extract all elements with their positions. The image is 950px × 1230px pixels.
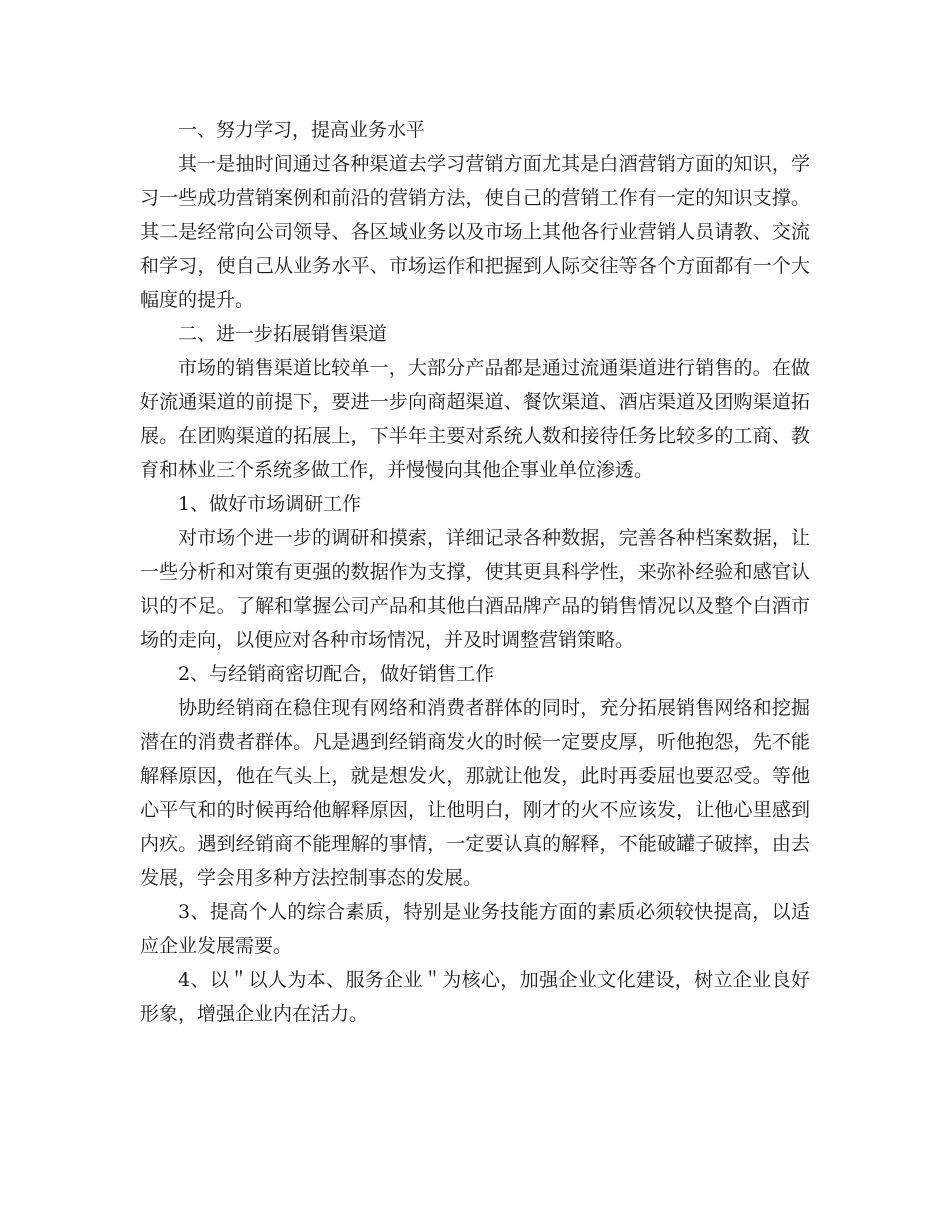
paragraph-market-research: 对市场个进一步的调研和摸索，详细记录各种数据，完善各种档案数据，让一些分析和对策有更强的数据作为支撑，使其更具科学性，来弥补经验和感官认识的不足。了解和掌握公司产品和其他白酒品牌产品的销售情况以及整个白酒市场的走向，以便应对各种市场情况，并及时调整营销策略。	[140, 527, 810, 651]
heading-study: 一、努力学习，提高业务水平	[178, 119, 426, 141]
heading-dealer-cooperation: 2、与经销商密切配合，做好销售工作	[178, 663, 495, 685]
document-body	[140, 113, 810, 1031]
heading-channels: 二、进一步拓展销售渠道	[178, 323, 388, 345]
paragraph-corporate-culture: 4、以＂以人为本、服务企业＂为核心，加强企业文化建设，树立企业良好形象，增强企业内在活力。	[140, 969, 810, 1025]
paragraph-personal-quality: 3、提高个人的综合素质，特别是业务技能方面的素质必须较快提高，以适应企业发展需要。	[140, 901, 810, 957]
paragraph-channels: 市场的销售渠道比较单一，大部分产品都是通过流通渠道进行销售的。在做好流通渠道的前提下，要进一步向商超渠道、餐饮渠道、酒店渠道及团购渠道拓展。在团购渠道的拓展上，下半年主要对系统人数和接待任务比较多的工商、教育和林业三个系统多做工作，并慢慢向其他企事业单位渗透。	[140, 357, 810, 481]
heading-market-research: 1、做好市场调研工作	[178, 493, 362, 515]
paragraph-study: 其一是抽时间通过各种渠道去学习营销方面尤其是白酒营销方面的知识，学习一些成功营销案例和前沿的营销方法，使自己的营销工作有一定的知识支撑。其二是经常向公司领导、各区域业务以及市场上其他各行业营销人员请教、交流和学习，使自己从业务水平、市场运作和把握到人际交往等各个方面都有一个大幅度的提升。	[140, 153, 810, 311]
paragraph-dealer-cooperation: 协助经销商在稳住现有网络和消费者群体的同时，充分拓展销售网络和挖掘潜在的消费者群体。凡是遇到经销商发火的时候一定要皮厚，听他抱怨，先不能解释原因，他在气头上，就是想发火，那就让他发，此时再委屈也要忍受。等他心平气和的时候再给他解释原因，让他明白，刚才的火不应该发，让他心里感到内疚。遇到经销商不能理解的事情，一定要认真的解释，不能破罐子破摔，由去发展，学会用多种方法控制事态的发展。	[140, 697, 810, 889]
